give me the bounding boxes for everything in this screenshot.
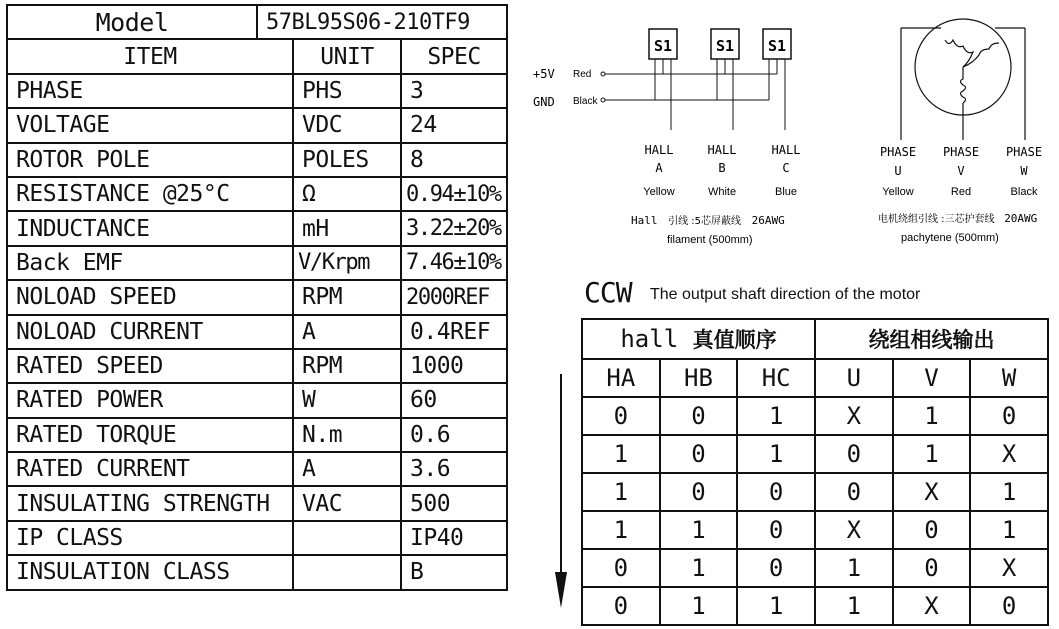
truth-table-cell: X	[970, 549, 1048, 587]
truth-table-cell: 1	[660, 511, 738, 549]
truth-table-cell: 1	[582, 511, 660, 549]
spec-item: INDUCTANCE	[7, 211, 293, 245]
phase-w-letter: W	[1020, 164, 1028, 178]
truth-table-cell: 0	[815, 435, 893, 473]
spec-row	[7, 74, 507, 108]
spec-row	[7, 280, 507, 314]
spec-item: INSULATION CLASS	[7, 555, 293, 589]
hall-b-word: HALL	[707, 143, 737, 157]
phase-caption-line2: pachytene (500mm)	[901, 232, 999, 244]
spec-item: RESISTANCE @25°C	[7, 177, 293, 211]
hall-c-letter: C	[782, 161, 790, 175]
spec-row	[7, 521, 507, 555]
sensor-label: S1	[653, 37, 673, 55]
spec-row	[7, 418, 507, 452]
spec-unit: mH	[293, 211, 401, 245]
hall-sensor-c	[763, 29, 791, 59]
spec-value: 0.4REF	[401, 315, 507, 349]
truth-table-header: V	[893, 359, 971, 397]
spec-unit: PHS	[293, 74, 401, 108]
group-winding-label: 绕组相线输出	[868, 328, 995, 352]
truth-table-row	[582, 397, 1048, 435]
spec-row	[7, 246, 507, 280]
truth-table-cell: 0	[737, 511, 815, 549]
spec-unit	[293, 555, 401, 589]
spec-unit: RPM	[293, 280, 401, 314]
black-wire-label: Black	[573, 96, 598, 107]
phase-caption	[878, 212, 1037, 225]
truth-table-header: HB	[660, 359, 738, 397]
truth-table-row	[582, 587, 1048, 625]
spec-unit: V/Krpm	[293, 246, 401, 280]
phase-w-word: PHASE	[1005, 145, 1043, 159]
group-hall-cn: 真值顺序	[692, 328, 777, 352]
spec-item: NOLOAD CURRENT	[7, 315, 293, 349]
spec-row	[7, 143, 507, 177]
motor-winding-symbol	[901, 19, 1025, 140]
wiring-diagram	[525, 10, 1055, 250]
spec-unit: W	[293, 383, 401, 417]
spec-value: 500	[401, 486, 507, 520]
hall-a-color: Yellow	[643, 186, 675, 198]
hall-sensor-b	[711, 29, 739, 59]
hall-caption	[631, 214, 785, 227]
truth-table-cell: 1	[582, 435, 660, 473]
spec-unit	[293, 521, 401, 555]
truth-table-row	[582, 511, 1048, 549]
spec-value: 7.46±10%	[401, 246, 507, 280]
truth-table-cell: X	[893, 473, 971, 511]
truth-table-header: HC	[737, 359, 815, 397]
model-row	[7, 5, 507, 39]
spec-row	[7, 108, 507, 142]
hall-caption-awg: 26AWG	[751, 214, 785, 227]
spec-item: INSULATING STRENGTH	[7, 486, 293, 520]
phase-u-color: Yellow	[882, 186, 914, 198]
hall-a-word: HALL	[644, 143, 674, 157]
hall-b-letter: B	[718, 161, 726, 175]
hall-c-word: HALL	[771, 143, 801, 157]
spec-row	[7, 555, 507, 589]
spec-value: IP40	[401, 521, 507, 555]
hall-caption-prefix: Hall	[631, 214, 658, 227]
group-hall-latin: hall	[620, 325, 679, 353]
truth-table-cell: 0	[660, 473, 738, 511]
truth-table-cell: 0	[815, 473, 893, 511]
truth-table-cell: 0	[582, 397, 660, 435]
spec-unit: A	[293, 315, 401, 349]
spec-row	[7, 486, 507, 520]
phase-caption-awg: 20AWG	[1004, 212, 1038, 225]
group-hall-sequence	[582, 319, 815, 359]
spec-value: 2000REF	[401, 280, 507, 314]
spec-value: 0.6	[401, 418, 507, 452]
truth-table-header: HA	[582, 359, 660, 397]
truth-table-header-row	[582, 359, 1048, 397]
truth-table-cell: 1	[815, 549, 893, 587]
model-label: Model	[7, 5, 257, 39]
truth-table-cell: 0	[582, 587, 660, 625]
truth-table-cell: 1	[970, 511, 1048, 549]
spec-value: 8	[401, 143, 507, 177]
spec-unit: Ω	[293, 177, 401, 211]
phase-v-color: Red	[950, 186, 972, 198]
truth-table-header: W	[970, 359, 1048, 397]
phase-w-color: Black	[1010, 186, 1038, 198]
truth-table-cell: 1	[970, 473, 1048, 511]
spec-table	[6, 4, 508, 591]
spec-row	[7, 315, 507, 349]
truth-table-cell: 1	[737, 397, 815, 435]
spec-value: 0.94±10%	[401, 177, 507, 211]
hall-caption-cn: 引线 :5芯屏蔽线	[668, 216, 742, 227]
spec-item: VOLTAGE	[7, 108, 293, 142]
hall-sensor-a	[649, 29, 677, 59]
spec-value: 3	[401, 74, 507, 108]
phase-v-word: PHASE	[942, 145, 980, 159]
truth-table-cell: X	[893, 587, 971, 625]
truth-table-header: U	[815, 359, 893, 397]
truth-table-cell: 1	[893, 435, 971, 473]
truth-table-cell: 0	[660, 435, 738, 473]
header-item: ITEM	[7, 39, 293, 73]
phase-v-letter: V	[957, 164, 965, 178]
red-wire-label: Red	[573, 69, 592, 80]
truth-table-row	[582, 549, 1048, 587]
spec-unit: N.m	[293, 418, 401, 452]
phase-caption-cn: 电机绕组引线 :三芯护套线	[878, 214, 995, 225]
truth-table-cell: 1	[737, 435, 815, 473]
spec-item: RATED TORQUE	[7, 418, 293, 452]
spec-value: 3.22±20%	[401, 211, 507, 245]
ccw-label: CCW	[584, 276, 632, 309]
hall-a-letter: A	[655, 161, 663, 175]
spec-unit: POLES	[293, 143, 401, 177]
truth-table-cell: 1	[582, 473, 660, 511]
truth-table-cell: 1	[893, 397, 971, 435]
plus5v-label: +5V	[533, 67, 555, 81]
truth-table-cell: 0	[893, 549, 971, 587]
spec-item: RATED POWER	[7, 383, 293, 417]
truth-table-cell: 0	[660, 397, 738, 435]
truth-table-cell: 1	[737, 587, 815, 625]
sequence-arrow-icon	[552, 372, 570, 612]
spec-row	[7, 349, 507, 383]
truth-table-group-row	[582, 319, 1048, 359]
spec-item: Back EMF	[7, 246, 293, 280]
sensor-label: S1	[715, 37, 735, 55]
truth-table-cell: 1	[660, 587, 738, 625]
ccw-title: The output shaft direction of the motor	[650, 286, 921, 303]
hall-leads	[601, 59, 785, 130]
hall-truth-table	[581, 318, 1049, 626]
spec-row	[7, 452, 507, 486]
model-value: 57BL95S06-210TF9	[257, 5, 507, 39]
header-unit: UNIT	[293, 39, 401, 73]
truth-table-cell: 0	[970, 587, 1048, 625]
phase-u-word: PHASE	[879, 145, 917, 159]
spec-value: B	[401, 555, 507, 589]
truth-table-cell: X	[815, 511, 893, 549]
spec-unit: RPM	[293, 349, 401, 383]
spec-item: PHASE	[7, 74, 293, 108]
truth-table-cell: 0	[582, 549, 660, 587]
spec-row	[7, 177, 507, 211]
spec-item: RATED CURRENT	[7, 452, 293, 486]
hall-c-color: Blue	[774, 186, 798, 198]
truth-table-row	[582, 473, 1048, 511]
truth-table-cell: 0	[737, 473, 815, 511]
hall-caption-line2: filament (500mm)	[667, 234, 753, 246]
spec-item: ROTOR POLE	[7, 143, 293, 177]
spec-item: IP CLASS	[7, 521, 293, 555]
spec-unit: A	[293, 452, 401, 486]
truth-table-cell: 1	[815, 587, 893, 625]
truth-table-cell: 1	[660, 549, 738, 587]
spec-item: RATED SPEED	[7, 349, 293, 383]
truth-table-cell: X	[815, 397, 893, 435]
header-spec: SPEC	[401, 39, 507, 73]
truth-table-cell: 0	[893, 511, 971, 549]
phase-u-letter: U	[894, 164, 902, 178]
truth-table-cell: 0	[970, 397, 1048, 435]
spec-unit: VDC	[293, 108, 401, 142]
spec-header-row	[7, 39, 507, 73]
sensor-label: S1	[767, 37, 787, 55]
spec-value: 24	[401, 108, 507, 142]
spec-value: 60	[401, 383, 507, 417]
hall-b-color: White	[707, 186, 737, 198]
group-winding-output	[815, 319, 1048, 359]
spec-item: NOLOAD SPEED	[7, 280, 293, 314]
spec-row	[7, 383, 507, 417]
spec-value: 1000	[401, 349, 507, 383]
spec-value: 3.6	[401, 452, 507, 486]
truth-table-row	[582, 435, 1048, 473]
spec-row	[7, 211, 507, 245]
truth-table-cell: X	[970, 435, 1048, 473]
truth-table-cell: 0	[737, 549, 815, 587]
spec-unit: VAC	[293, 486, 401, 520]
gnd-label: GND	[533, 95, 555, 109]
